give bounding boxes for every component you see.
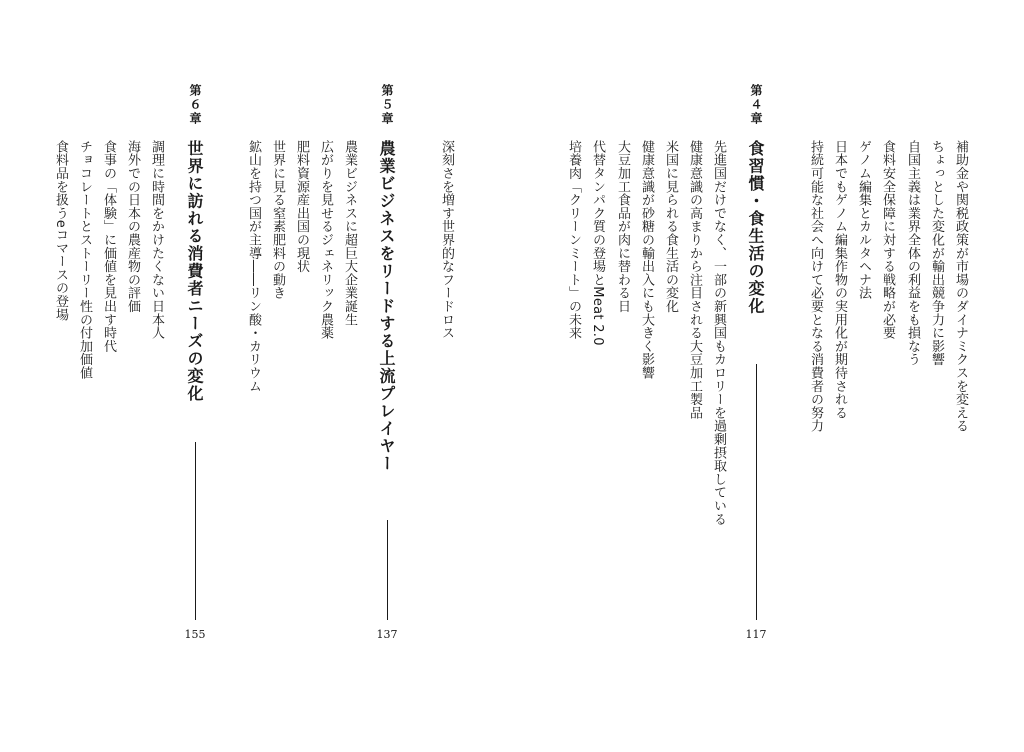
chapter-title: 世界に訪れる消費者ニーズの変化 bbox=[185, 140, 204, 403]
chapter-label: 第５章 bbox=[380, 84, 394, 126]
toc-item: ちょっとした変化が輸出競争力に影響 bbox=[929, 140, 944, 367]
toc-item: 代替タンパク質の登場とMeat 2.0 bbox=[590, 140, 605, 346]
toc-item: 培養肉「クリーンミート」の未来 bbox=[566, 140, 581, 340]
chapter-title: 農業ビジネスをリードする上流プレイヤー bbox=[377, 140, 396, 473]
toc-item: 自国主義は業界全体の利益をも損なう bbox=[905, 140, 920, 367]
toc-item: 世界に見る窒素肥料の動き bbox=[270, 140, 285, 300]
toc-item: 海外での日本の農産物の評価 bbox=[125, 140, 140, 313]
toc-item: 持続可能な社会へ向けて必要となる消費者の努力 bbox=[808, 140, 823, 433]
chapter-label: 第６章 bbox=[188, 84, 202, 126]
toc-item: 食料品を扱うeコマースの登場 bbox=[53, 140, 68, 322]
toc-item: 先進国だけでなく、一部の新興国もカロリーを過剰摂取している bbox=[711, 140, 726, 526]
chapter-label: 第４章 bbox=[749, 84, 763, 126]
page-number: 117 bbox=[745, 628, 767, 641]
toc-item: 日本でもゲノム編集作物の実用化が期待される bbox=[832, 140, 847, 420]
toc-item: 健康意識が砂糖の輸出入にも大きく影響 bbox=[639, 140, 654, 380]
toc-item: 米国に見られる食生活の変化 bbox=[663, 140, 678, 313]
toc-item: 深刻さを増す世界的なフードロス bbox=[439, 140, 454, 340]
toc-item: チョコレートとストーリー性の付加価値 bbox=[77, 140, 92, 380]
toc-item: 食料安全保障に対する戦略が必要 bbox=[880, 140, 895, 340]
chapter-title: 食習慣・食生活の変化 bbox=[746, 140, 765, 315]
toc-item: 大豆加工食品が肉に替わる日 bbox=[615, 140, 630, 313]
leader-line bbox=[756, 364, 757, 620]
page-number: 137 bbox=[376, 628, 398, 641]
toc-item: 鉱山を持つ国が主導――リン酸・カリウム bbox=[246, 140, 261, 393]
toc-item: 農業ビジネスに超巨大企業誕生 bbox=[342, 140, 357, 327]
toc-item: 食事の「体験」に価値を見出す時代 bbox=[101, 140, 116, 353]
page-number: 155 bbox=[184, 628, 206, 641]
toc-item: 肥料資源産出国の現状 bbox=[294, 140, 309, 273]
toc-item: 広がりを見せるジェネリック農薬 bbox=[318, 140, 333, 340]
toc-item: 調理に時間をかけたくない日本人 bbox=[149, 140, 164, 340]
toc-item: 健康意識の高まりから注目される大豆加工製品 bbox=[687, 140, 702, 420]
leader-line bbox=[387, 520, 388, 620]
toc-item: ゲノム編集とカルタヘナ法 bbox=[856, 140, 871, 300]
toc-item: 補助金や関税政策が市場のダイナミクスを変える bbox=[953, 140, 968, 433]
leader-line bbox=[195, 442, 196, 620]
